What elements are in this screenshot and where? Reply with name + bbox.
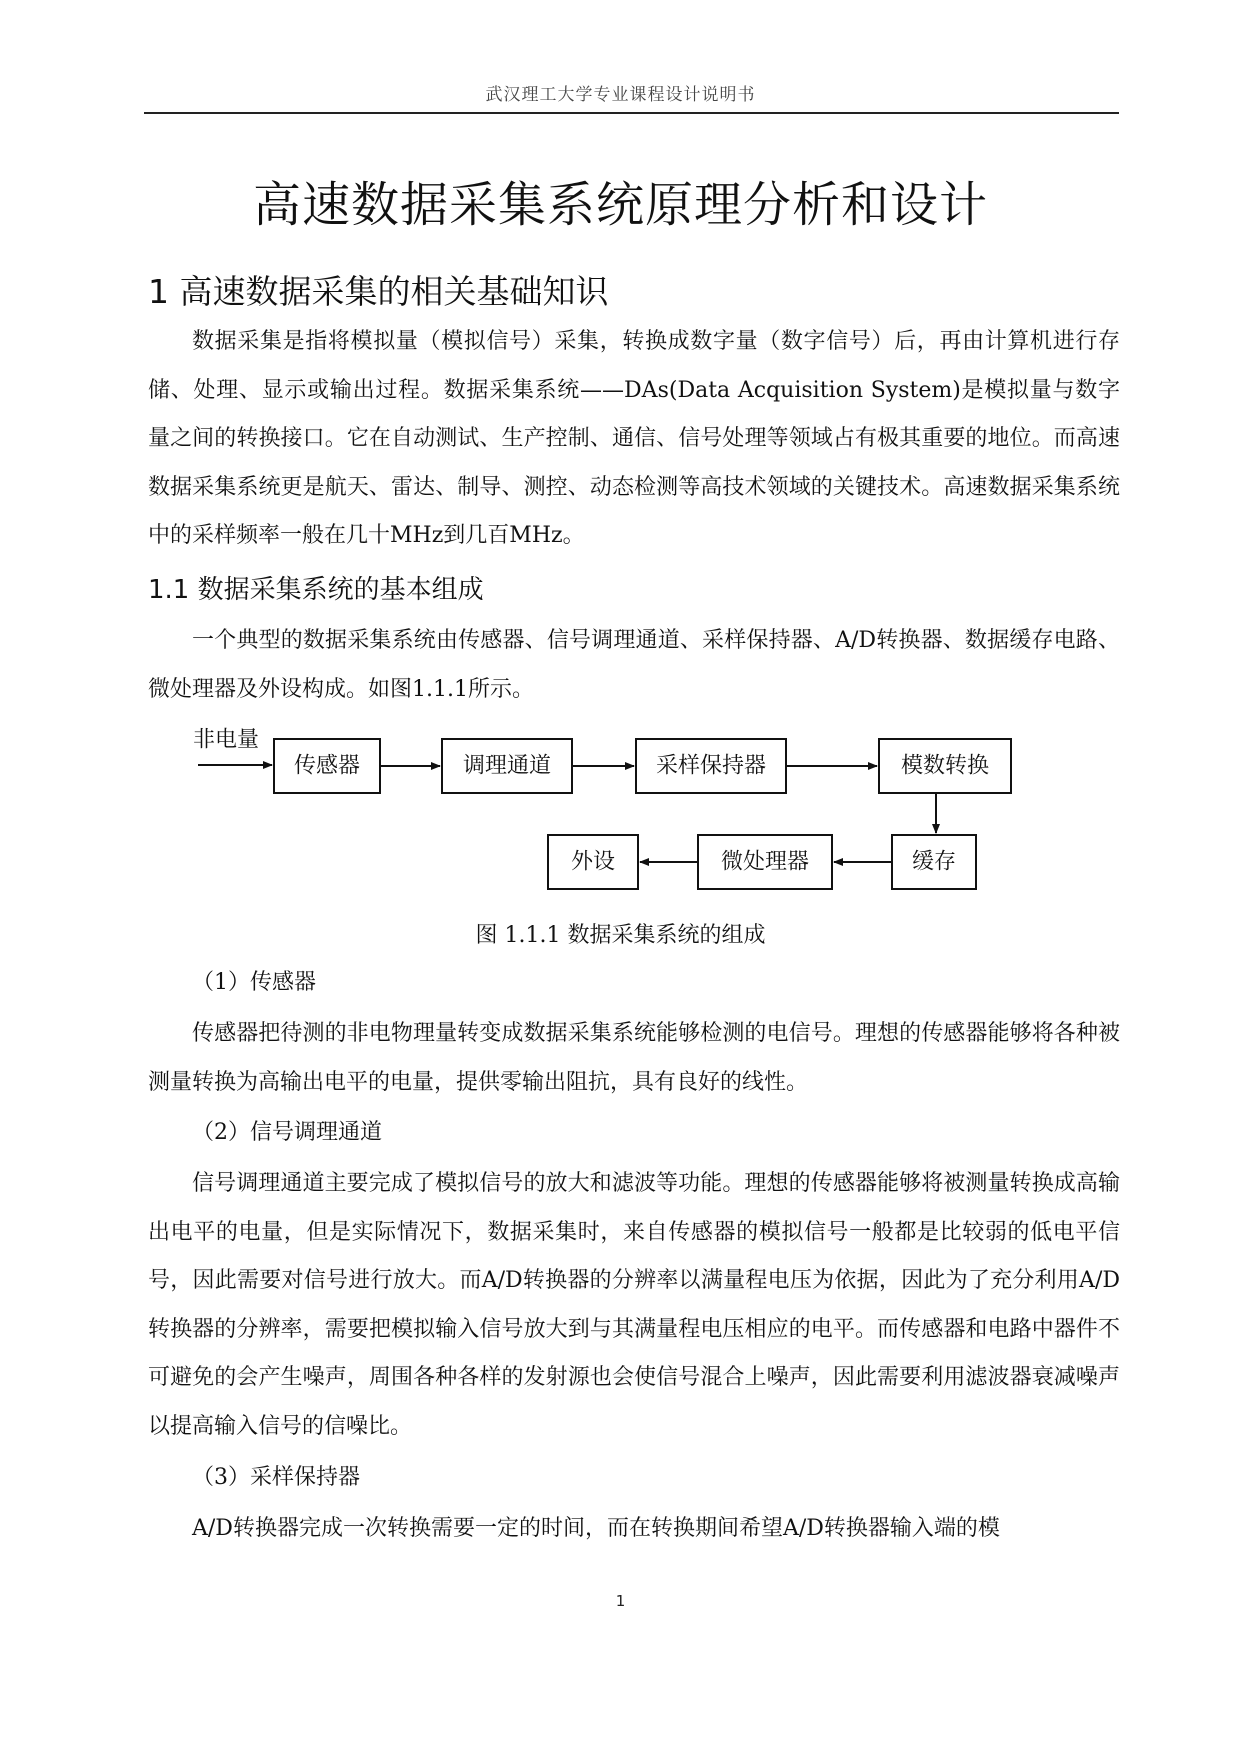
block-adc <box>879 739 1011 793</box>
item-1-label: （1）传感器 <box>192 970 316 995</box>
document-title: 高速数据采集系统原理分析和设计 <box>252 177 988 233</box>
block-diagram <box>192 726 1032 898</box>
block-buffer <box>892 835 976 889</box>
item-2-label: （2）信号调理通道 <box>192 1120 382 1145</box>
block-microprocessor-label: 微处理器 <box>720 849 810 875</box>
block-buffer-label: 缓存 <box>911 849 957 875</box>
section-heading-1-1: 1.1 数据采集系统的基本组成 <box>148 575 484 605</box>
block-sensor-label: 传感器 <box>293 753 361 779</box>
block-conditioning-label: 调理通道 <box>462 753 552 779</box>
block-sample-hold <box>636 739 786 793</box>
block-sample-hold-label: 采样保持器 <box>655 753 767 779</box>
page-number: 1 <box>615 1592 626 1610</box>
item-3-label: （3）采样保持器 <box>192 1465 360 1490</box>
figure-caption: 图 1.1.1 数据采集系统的组成 <box>475 923 766 948</box>
input-label: 非电量 <box>192 727 260 753</box>
running-header: 武汉理工大学专业课程设计说明书 <box>485 85 756 105</box>
section-1-1-paragraph: 一个典型的数据采集系统由传感器、信号调理通道、采样保持器、A/D转换器、数据缓存电路、微处理器及外设构成。如图1.1.1所示。 <box>148 628 1120 702</box>
section-heading-1: 1 高速数据采集的相关基础知识 <box>148 272 609 311</box>
item-1-paragraph: 传感器把待测的非电物理量转变成数据采集系统能够检测的电信号。理想的传感器能够将各种被测量转换为高输出电平的电量，提供零输出阻抗，具有良好的线性。 <box>148 1021 1120 1095</box>
block-microprocessor <box>698 835 832 889</box>
block-peripheral <box>548 835 638 889</box>
section-1-paragraph: 数据采集是指将模拟量（模拟信号）采集，转换成数字量（数字信号）后，再由计算机进行存储、处理、显示或输出过程。数据采集系统——DAs(Data Acquisition System)是模拟量与数字量之间的转换接口。它在自动测试、生产控制、通信、信号处理等领域占有极其重要的地位。而高速数据采集系统更是航天、雷达、制导、测控、动态检测等高技术领域的关键技术。高速数据采集系统中的采样频率一般在几十MHz到几百MHz。 <box>148 329 1120 548</box>
block-conditioning <box>442 739 572 793</box>
item-3-paragraph: A/D转换器完成一次转换需要一定的时间，而在转换期间希望A/D转换器输入端的模 <box>192 1516 1000 1541</box>
block-adc-label: 模数转换 <box>900 753 990 779</box>
block-sensor <box>274 739 380 793</box>
block-peripheral-label: 外设 <box>570 849 616 875</box>
header-rule <box>144 112 1119 114</box>
item-2-paragraph: 信号调理通道主要完成了模拟信号的放大和滤波等功能。理想的传感器能够将被测量转换成高输出电平的电量，但是实际情况下，数据采集时，来自传感器的模拟信号一般都是比较弱的低电平信号，因此需要对信号进行放大。而A/D转换器的分辨率以满量程电压为依据，因此为了充分利用A/D转换器的分辨率，需要把模拟输入信号放大到与其满量程电压相应的电平。而传感器和电路中器件不可避免的会产生噪声，周围各种各样的发射源也会使信号混合上噪声，因此需要利用滤波器衰减噪声以提高输入信号的信噪比。 <box>148 1171 1120 1439</box>
